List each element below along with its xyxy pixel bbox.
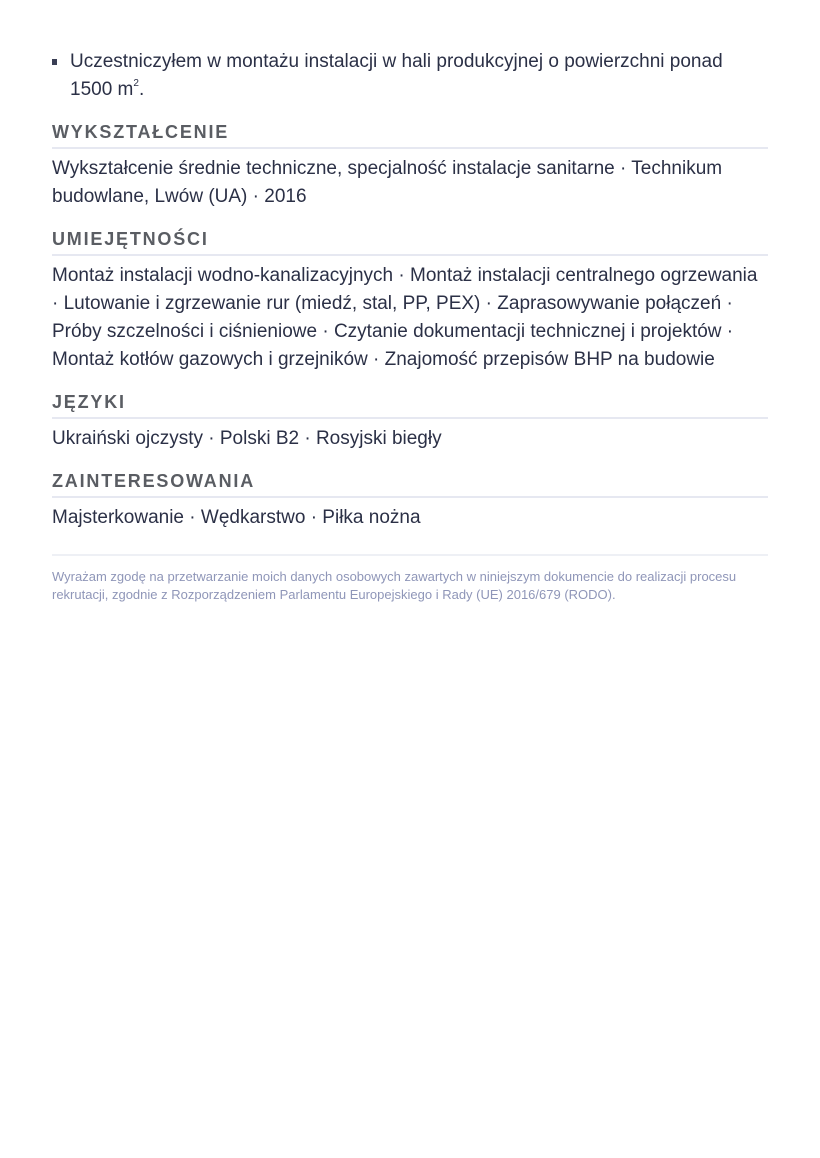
gdpr-consent-clause: Wyrażam zgodę na przetwarzanie moich danych osobowych zawartych w niniejszym dokumencie do realizacji procesu rekrutacji, zgodnie z Rozporządzeniem Parlamentu Europejskiego i Rady (UE) 2016/679 (RODO).	[52, 569, 737, 602]
bullet-end: .	[138, 79, 145, 100]
languages-heading: JĘZYKI	[52, 392, 768, 419]
consent-divider	[52, 554, 768, 556]
square-bullet-icon	[52, 59, 57, 65]
cv-content	[52, 48, 768, 604]
interests-text: Majsterkowanie · Wędkarstwo · Piłka nożna	[52, 507, 421, 528]
interests-heading: ZAINTERESOWANIA	[52, 471, 768, 498]
education-section	[52, 122, 768, 211]
languages-text: Ukraiński ojczysty · Polski B2 · Rosyjski biegły	[52, 428, 442, 449]
experience-bullets	[52, 48, 768, 104]
skills-heading: UMIEJĘTNOŚCI	[52, 229, 768, 256]
interests-section	[52, 471, 768, 532]
bullet-text: Uczestniczyłem w montażu instalacji w hali produkcyjnej o powierzchni ponad 1500 m	[70, 51, 723, 100]
bullet-superscript: 2	[133, 77, 139, 89]
skills-text: Montaż instalacji wodno-kanalizacyjnych · Montaż instalacji centralnego ogrzewania · Lutowanie i zgrzewanie rur (miedź, stal, PP, PEX) · Zaprasowywanie połączeń · Próby szczelności i ciśnieniowe · Czytanie dokumentacji technicznej i projektów · Montaż kotłów gazowych i grzejników · Znajomość przepisów BHP na budowie	[52, 265, 758, 370]
experience-bullet-item	[52, 48, 768, 104]
education-heading: WYKSZTAŁCENIE	[52, 122, 768, 149]
education-text: Wykształcenie średnie techniczne, specjalność instalacje sanitarne · Technikum budowlane, Lwów (UA) · 2016	[52, 158, 723, 207]
skills-section	[52, 229, 768, 374]
languages-section	[52, 392, 768, 453]
